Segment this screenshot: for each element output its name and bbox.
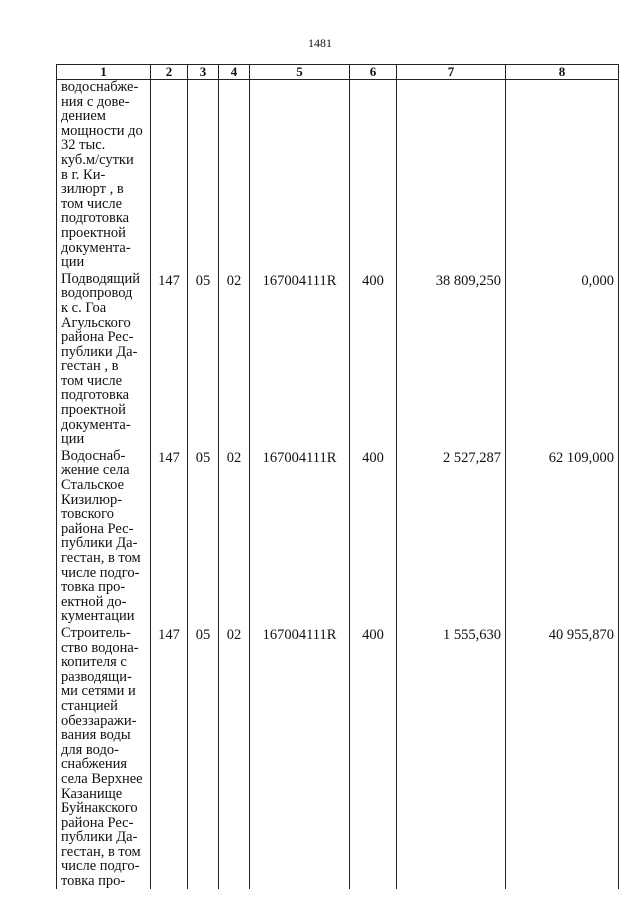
section-code-cell: 05 (188, 624, 219, 889)
object-name-line: мощности до (61, 122, 143, 139)
object-name-line: ния с дове- (61, 93, 130, 110)
object-name-line: дением (61, 108, 106, 125)
header-row (57, 65, 619, 80)
expense-type-cell: 400 (350, 447, 397, 624)
object-name-line: публики Да- (61, 535, 138, 552)
object-name-line: Подводящий (61, 270, 140, 287)
object-name-line: ции (61, 254, 85, 271)
object-name-line: проектной (61, 224, 126, 241)
object-name-line: товка про- (61, 873, 126, 890)
amount-col7-cell (397, 80, 506, 270)
object-name-line: ми сетями и (61, 683, 136, 700)
expense-type-cell (350, 80, 397, 270)
object-name-line: к с. Гоа (61, 299, 107, 316)
object-name-line: Казанище (61, 785, 123, 802)
object-name-line: района Рес- (61, 814, 134, 831)
object-name-line: водоснабже- (61, 79, 139, 95)
object-name-line: документа- (61, 416, 131, 433)
section-code-cell (188, 80, 219, 270)
amount-col8-cell: 62 109,000 (506, 447, 619, 624)
object-name-line: товского (61, 506, 114, 523)
object-name-line: района Рес- (61, 520, 134, 537)
header-col-3: 3 (188, 65, 219, 80)
object-name-line: Буйнакского (61, 800, 138, 817)
object-name-line: подготовка (61, 210, 130, 227)
object-name-line: Кизилюр- (61, 491, 123, 508)
target-article-cell: 167004111R (250, 270, 350, 447)
object-name-line: жение села (61, 462, 130, 479)
table-row (57, 447, 619, 624)
object-name-line: вания воды (61, 727, 131, 744)
amount-col8-cell: 40 955,870 (506, 624, 619, 889)
ministry-code-cell: 147 (151, 447, 188, 624)
object-name-line: копителя с (61, 654, 127, 671)
header-col-4: 4 (219, 65, 250, 80)
header-col-6: 6 (350, 65, 397, 80)
section-code-cell: 05 (188, 447, 219, 624)
table-row (57, 624, 619, 889)
subsection-code-cell: 02 (219, 270, 250, 447)
ministry-code-cell (151, 80, 188, 270)
header-col-2: 2 (151, 65, 188, 80)
object-name-line: Агульского (61, 314, 131, 331)
object-name-cell (57, 447, 151, 624)
expense-type-cell: 400 (350, 624, 397, 889)
header-col-1: 1 (57, 65, 151, 80)
object-name-line: товка про- (61, 579, 126, 596)
header-col-8: 8 (506, 65, 619, 80)
object-name-line: публики Да- (61, 343, 138, 360)
target-article-cell: 167004111R (250, 447, 350, 624)
amount-col8-cell (506, 80, 619, 270)
object-name-line: зилюрт , в (61, 181, 124, 198)
object-name-line: Стальское (61, 477, 125, 494)
object-name-line: гестан, в том (61, 843, 141, 860)
amount-col7-cell: 38 809,250 (397, 270, 506, 447)
object-name-line: гестан, в том (61, 550, 141, 566)
object-name-line: 32 тыс. (61, 137, 106, 154)
amount-col7-cell: 2 527,287 (397, 447, 506, 624)
subsection-code-cell: 02 (219, 447, 250, 624)
target-article-cell: 167004111R (250, 624, 350, 889)
object-name-line: Строитель- (61, 624, 131, 641)
object-name-line: водопровод (61, 285, 133, 302)
table-row (57, 270, 619, 447)
object-name-line: ектной до- (61, 593, 127, 610)
amount-col7-cell: 1 555,630 (397, 624, 506, 889)
object-name-line: разводящи- (61, 668, 132, 685)
object-name-line: для водо- (61, 741, 119, 758)
page-number: 1481 (308, 36, 332, 50)
object-name-line: подготовка (61, 387, 130, 404)
object-name-line: села Верхнее (61, 770, 143, 787)
header-col-5: 5 (250, 65, 350, 80)
object-name-line: числе подго- (61, 564, 140, 581)
object-name-cell (57, 624, 151, 889)
object-name-cell (57, 80, 151, 270)
budget-table (56, 64, 619, 889)
object-name-line: документа- (61, 239, 131, 256)
object-name-line: снабжения (61, 756, 128, 773)
subsection-code-cell: 02 (219, 624, 250, 889)
object-name-line: проектной (61, 402, 126, 419)
table-row (57, 80, 619, 270)
object-name-line: кументации (61, 608, 135, 625)
object-name-line: района Рес- (61, 329, 134, 346)
object-name-line: в г. Ки- (61, 166, 106, 183)
object-name-line: куб.м/сутки (61, 151, 134, 168)
object-name-line: Водоснаб- (61, 447, 126, 464)
object-name-line: ство водона- (61, 639, 139, 656)
object-name-line: станцией (61, 697, 118, 714)
header-col-7: 7 (397, 65, 506, 80)
amount-col8-cell: 0,000 (506, 270, 619, 447)
subsection-code-cell (219, 80, 250, 270)
object-name-line: публики Да- (61, 829, 138, 846)
object-name-line: гестан , в (61, 358, 119, 375)
target-article-cell (250, 80, 350, 270)
object-name-line: числе подго- (61, 858, 140, 875)
ministry-code-cell: 147 (151, 624, 188, 889)
object-name-cell (57, 270, 151, 447)
object-name-line: том числе (61, 195, 123, 212)
ministry-code-cell: 147 (151, 270, 188, 447)
object-name-line: обеззаражи- (61, 712, 137, 729)
object-name-line: том числе (61, 372, 123, 389)
section-code-cell: 05 (188, 270, 219, 447)
expense-type-cell: 400 (350, 270, 397, 447)
object-name-line: ции (61, 431, 85, 448)
